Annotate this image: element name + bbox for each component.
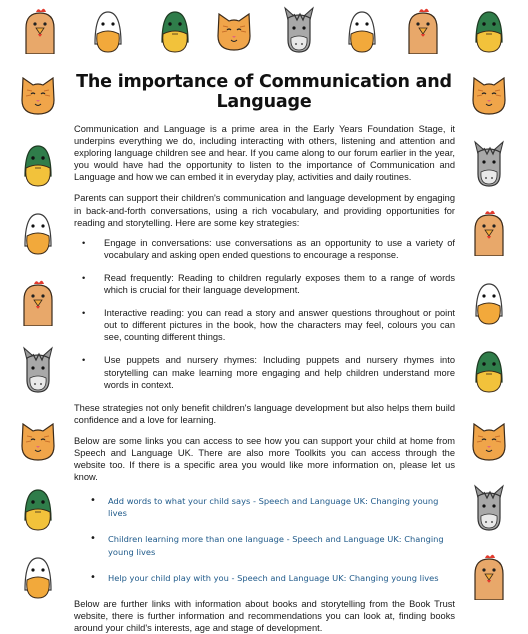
- duck-icon: [18, 484, 58, 532]
- white-duck-icon: [88, 6, 128, 54]
- list-item: [108, 533, 455, 557]
- duck-icon: [155, 6, 195, 54]
- donkey-icon: [279, 6, 319, 54]
- list-item: • Engage in conversations: use conversations as an opportunity to use a variety of vocabulary and asking open ended questions to encourage a response.: [104, 237, 455, 261]
- list-item: [108, 495, 455, 519]
- donkey-icon: [469, 140, 509, 188]
- strategies-summary: These strategies not only benefit children's language development but also helps them build confidence and a love for learning.: [74, 402, 455, 425]
- donkey-icon: [469, 484, 509, 532]
- chicken-icon: [18, 278, 58, 326]
- list-item: • Interactive reading: you can read a story and answer questions throughout or point out to different pictures in the book, how the characters may feel, colours you can see, counting different things.: [104, 307, 455, 343]
- strategies-list: [74, 237, 455, 391]
- chicken-icon: [403, 6, 443, 54]
- cat-icon: [469, 70, 509, 118]
- white-duck-icon: [18, 552, 58, 600]
- page-title: The importance of Communication and Language: [76, 72, 452, 112]
- cat-icon: [214, 6, 254, 54]
- intro-paragraph: Communication and Language is a prime area in the Early Years Foundation Stage, it underpins everything we do, including interacting with others, listening and attention and exploring language children see and hear. If you came along to our forum earlier in the year, you would have had the opportunity to listen to the importance of Communication and Language and how we can embed it in everyday play, activities and daily routines.: [74, 124, 455, 183]
- chicken-icon: [20, 6, 60, 54]
- list-item: • Use puppets and nursery rhymes: Including puppets and nursery rhymes into storytelling can make learning more engaging and help children understand more words in context.: [104, 354, 455, 390]
- duck-icon: [469, 346, 509, 394]
- cat-icon: [469, 416, 509, 464]
- chicken-icon: [469, 208, 509, 256]
- link-play-with-you[interactable]: Help your child play with you - Speech and Language UK: Changing young lives: [108, 572, 439, 583]
- link-more-than-one-language[interactable]: Children learning more than one language - Speech and Language UK: Changing young lives: [108, 534, 444, 557]
- donkey-icon: [18, 346, 58, 394]
- link-add-words[interactable]: Add words to what your child says - Speech and Language UK: Changing young lives: [108, 496, 439, 519]
- book-trust-paragraph: Below are further links with information about books and storytelling from the Book Trust website, there is further information and recommendations you can look at, finding books around your child's interests, age and stage of development.: [74, 598, 455, 633]
- list-item: • Read frequently: Reading to children regularly exposes them to a range of words which is crucial for their language development.: [104, 272, 455, 296]
- duck-icon: [469, 6, 509, 54]
- white-duck-icon: [469, 278, 509, 326]
- links-list: [74, 495, 455, 583]
- links-intro: Below are some links you can access to see how you can support your child at home from Speech and Language UK. There are also more Toolkits you can access through the website too. If there is a specific area you would like more information on, please let us know.: [74, 435, 455, 483]
- document-body: [74, 123, 455, 634]
- parents-paragraph: Parents can support their children's communication and language development by engaging in back-and-forth conversations, using a rich vocabulary, and providing opportunities for reading and storytelling. Here are some key strategies:: [74, 193, 455, 228]
- cat-icon: [18, 416, 58, 464]
- duck-icon: [18, 140, 58, 188]
- list-item: [108, 572, 455, 584]
- white-duck-icon: [18, 208, 58, 256]
- cat-icon: [18, 70, 58, 118]
- white-duck-icon: [342, 6, 382, 54]
- chicken-icon: [469, 552, 509, 600]
